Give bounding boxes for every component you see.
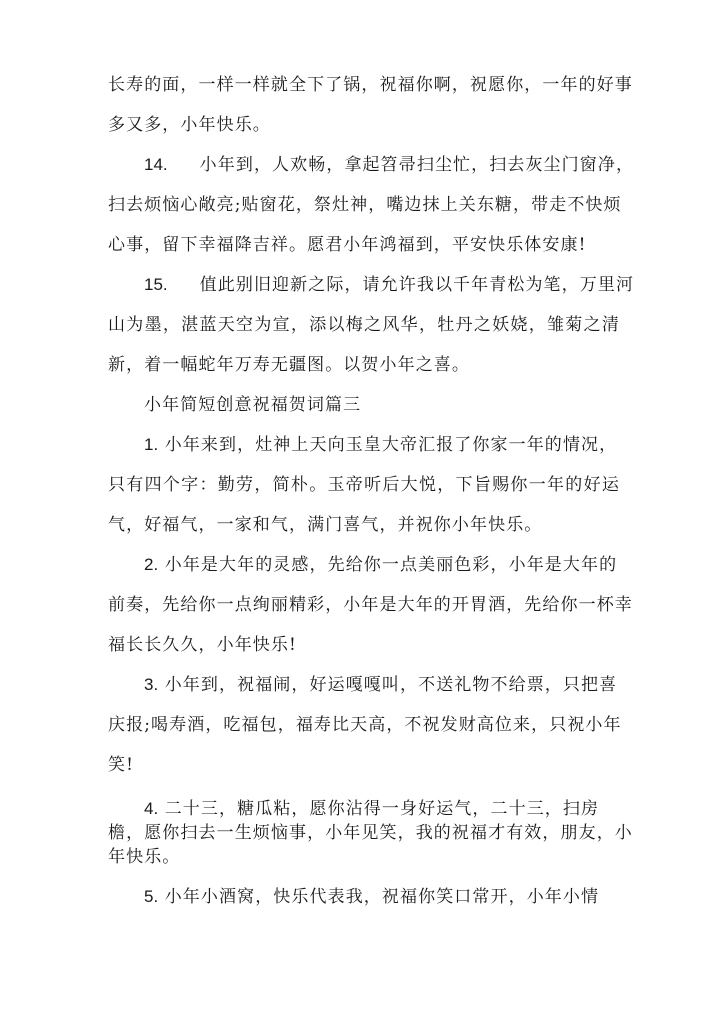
paragraph-15-line-3: 新，着一幅蛇年万寿无疆图。以贺小年之喜。 <box>108 355 470 375</box>
item-number: 15. <box>144 275 168 294</box>
paragraph-1-line-2: 只有四个字：勤劳，简朴。玉帝听后大悦，下旨赐你一年的好运 <box>108 475 620 495</box>
item-number: 4. <box>144 799 159 818</box>
item-number: 14. <box>144 155 168 174</box>
paragraph-continuation-line-1: 长寿的面，一样一样就全下了锅，祝福你啊，祝愿你，一年的好事 <box>108 75 633 95</box>
paragraph-2-line-2: 前奏，先给你一点绚丽精彩，小年是大年的开胃酒，先给你一杯幸 <box>108 595 633 615</box>
paragraph-2-text: 小年是大年的灵感，先给你一点美丽色彩，小年是大年的 <box>164 555 618 575</box>
paragraph-5-first-line <box>144 886 620 908</box>
item-number: 5. <box>144 887 159 906</box>
paragraph-2-first-line <box>144 554 620 576</box>
item-number: 3. <box>144 675 159 694</box>
item-number: 1. <box>144 435 159 454</box>
paragraph-3-first-line <box>144 674 620 696</box>
paragraph-1-line-3: 气，好福气，一家和气，满门喜气，并祝你小年快乐。 <box>108 515 543 535</box>
paragraph-14-line-3: 心事，留下幸福降吉祥。愿君小年鸿福到，平安快乐体安康! <box>108 235 587 255</box>
paragraph-1-text: 小年来到，灶神上天向玉皇大帝汇报了你家一年的情况， <box>164 435 618 455</box>
paragraph-4-line-2: 檐，愿你扫去一生烦恼事，小年见笑，我的祝福才有效，朋友，小 <box>108 823 633 843</box>
section-heading: 小年简短创意祝福贺词篇三 <box>144 395 362 415</box>
paragraph-15-line-2: 山为墨，湛蓝天空为宣，添以梅之风华，牡丹之妖娆，雏菊之清 <box>108 315 620 335</box>
paragraph-14-first-line <box>144 154 635 176</box>
paragraph-2-line-3: 福长长久久，小年快乐! <box>108 635 297 655</box>
paragraph-15-first-line <box>144 274 635 296</box>
paragraph-3-line-2: 庆报;喝寿酒，吃福包，福寿比天高，不祝发财高位来，只祝小年 <box>108 715 622 735</box>
paragraph-4-first-line <box>144 798 620 820</box>
item-number: 2. <box>144 555 159 574</box>
paragraph-4-text: 二十三，糖瓜粘，愿你沾得一身好运气，二十三，扫房 <box>164 799 600 819</box>
paragraph-15-text: 值此别旧迎新之际，请允许我以千年青松为笔，万里河 <box>199 275 635 295</box>
paragraph-1-first-line <box>144 434 620 456</box>
paragraph-14-text: 小年到，人欢畅，拿起笤帚扫尘忙，扫去灰尘门窗净， <box>199 155 635 175</box>
paragraph-5-text: 小年小酒窝，快乐代表我，祝福你笑口常开，小年小情 <box>164 887 600 907</box>
paragraph-4-line-3: 年快乐。 <box>108 847 181 867</box>
paragraph-continuation-line-2: 多又多，小年快乐。 <box>108 115 271 135</box>
paragraph-3-line-3: 笑! <box>108 755 135 775</box>
paragraph-3-text: 小年到，祝福闹，好运嘎嘎叫，不送礼物不给票，只把喜 <box>164 675 618 695</box>
paragraph-14-line-2: 扫去烦恼心敞亮;贴窗花，祭灶神，嘴边抹上关东糖，带走不快烦 <box>108 195 622 215</box>
